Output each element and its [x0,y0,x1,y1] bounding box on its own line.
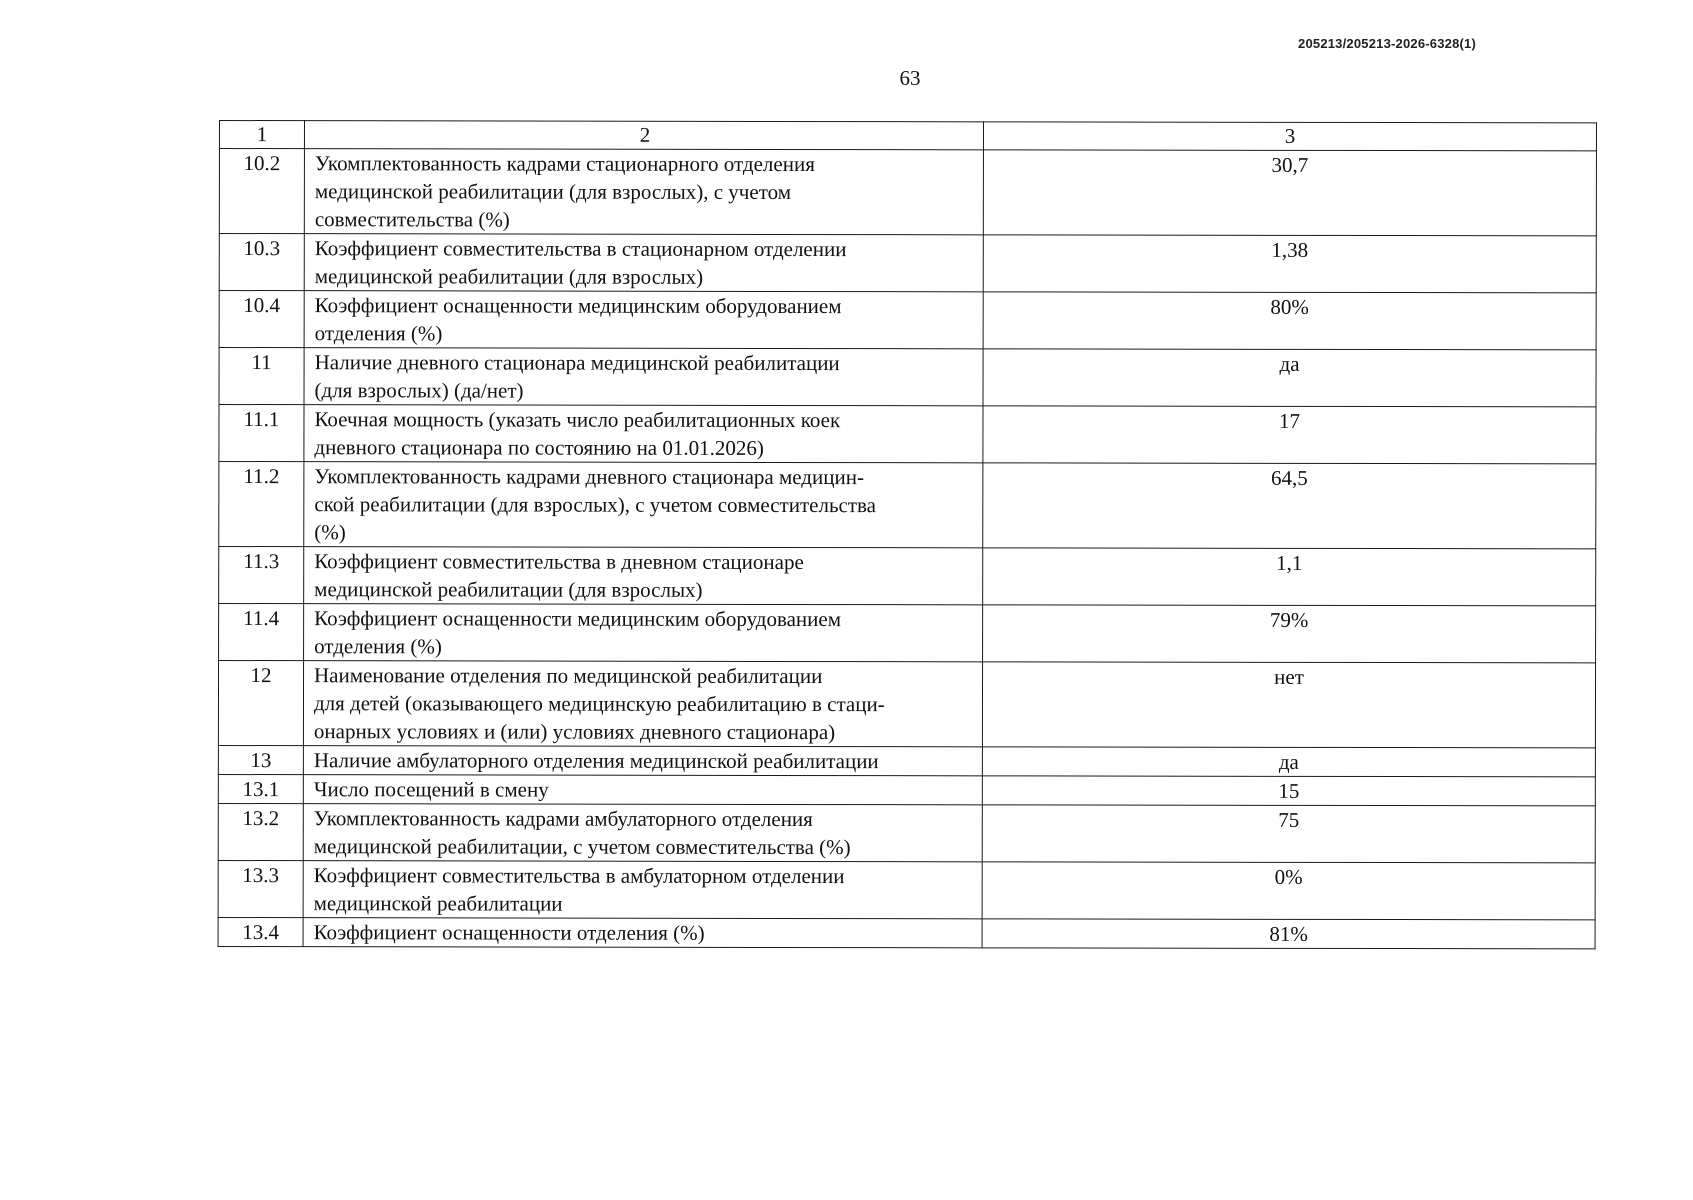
table-row [219,234,1596,293]
table-body [218,121,1596,949]
description-line: Коэффициент оснащенности отделения (%) [313,920,705,945]
table-row [219,547,1596,606]
description-line: Коечная мощность (указать число реабилитационных коек [314,407,841,433]
page-number-text: 63 [899,66,921,90]
table-header-row [219,121,1596,151]
description-line: медицинской реабилитации (для взрослых), с учетом [314,179,792,204]
description-line: Укомплектованность кадрами стационарного отделения [314,151,815,177]
row-description-cell [304,348,983,406]
row-number-cell: 12 [218,661,303,746]
header-cell-1: 1 [219,121,304,149]
table-row [219,462,1596,549]
description-line: медицинской реабилитации (для взрослых) [314,264,704,289]
row-number-cell: 11.4 [219,604,304,661]
description-line: Число посещений в смену [313,777,549,802]
row-value-cell: 79% [983,605,1596,663]
description-line: Коэффициент совместительства в амбулаторном отделении [313,863,845,889]
description-line: совместительства (%) [314,207,510,232]
row-description-cell [304,149,983,235]
row-value-cell: нет [982,662,1595,748]
description-line: медицинской реабилитации, с учетом совместительства (%) [313,834,851,860]
row-description-cell [304,234,983,292]
header-cell-2: 2 [304,121,983,150]
table-row [218,917,1595,948]
description-line: Наличие амбулаторного отделения медицинской реабилитации [313,748,879,774]
table-row [218,803,1595,862]
row-description-cell [303,918,982,948]
row-number-cell: 13.4 [218,917,303,946]
row-value-cell: 1,38 [983,235,1596,293]
description-line: Наличие дневного стационара медицинской реабилитации [314,350,840,376]
row-description-cell [304,547,983,605]
description-line: (%) [314,520,346,545]
description-line: Наименование отделения по медицинской реабилитации [314,663,823,689]
row-value-cell: 64,5 [983,463,1596,549]
header-cell-3: 3 [983,122,1596,151]
row-number-cell: 10.2 [219,149,304,234]
description-line: отделения (%) [314,634,442,659]
table-row [219,348,1596,407]
row-description-cell [303,661,982,747]
document-id: 205213/205213-2026-6328(1) [1298,36,1476,51]
row-value-cell: 75 [982,805,1595,863]
row-description-cell [303,746,982,776]
description-line: Коэффициент оснащенности медицинским оборудованием [314,293,842,319]
description-line: Укомплектованность кадрами дневного стационара медицин- [314,464,864,490]
description-line: Коэффициент совместительства в дневном стационаре [314,549,804,575]
description-line: Укомплектованность кадрами амбулаторного отделения [313,806,813,832]
description-line: для детей (оказывающего медицинскую реабилитацию в стаци- [313,691,885,717]
row-description-cell [304,462,983,548]
row-number-cell: 11.2 [219,462,304,547]
row-number-cell: 13.3 [218,860,303,917]
table-row [218,860,1595,919]
row-number-cell: 11.3 [219,547,304,604]
table-row [218,661,1595,748]
row-value-cell: да [982,747,1595,777]
row-number-cell: 10.3 [219,234,304,291]
row-value-cell: 15 [982,776,1595,806]
row-value-cell: 0% [982,862,1595,920]
description-line: дневного стационара по состоянию на 01.01.2026) [314,435,764,460]
description-line: (для взрослых) (да/нет) [314,378,524,403]
data-table [218,120,1597,949]
description-line: онарных условиях и (или) условиях дневного стационара) [313,719,836,745]
table-row [219,149,1596,236]
table-row [219,291,1596,350]
description-line: медицинской реабилитации (для взрослых) [314,577,703,602]
row-description-cell [303,775,982,805]
table-row [219,604,1596,663]
row-value-cell: да [983,349,1596,407]
row-number-cell: 13.2 [218,803,303,860]
row-number-cell: 11 [219,348,304,405]
row-number-cell: 10.4 [219,291,304,348]
row-value-cell: 1,1 [983,548,1596,606]
table-row [219,405,1596,464]
row-number-cell: 13.1 [218,774,303,803]
row-description-cell [303,861,982,919]
row-value-cell: 81% [982,919,1595,949]
row-number-cell: 13 [218,745,303,774]
table-row [218,745,1595,776]
page-number [0,66,1693,91]
description-line: отделения (%) [314,321,443,346]
description-line: ской реабилитации (для взрослых), с учетом совместительства [314,492,877,518]
row-description-cell [304,604,983,662]
row-description-cell [304,291,983,349]
table-row [218,774,1595,805]
description-line: медицинской реабилитации [313,891,563,916]
row-value-cell: 17 [983,406,1596,464]
row-description-cell [303,804,982,862]
row-value-cell: 80% [983,292,1596,350]
row-number-cell: 11.1 [219,405,304,462]
description-line: Коэффициент совместительства в стационарном отделении [314,236,847,262]
row-value-cell: 30,7 [983,150,1596,236]
description-line: Коэффициент оснащенности медицинским оборудованием [314,606,842,632]
row-description-cell [304,405,983,463]
